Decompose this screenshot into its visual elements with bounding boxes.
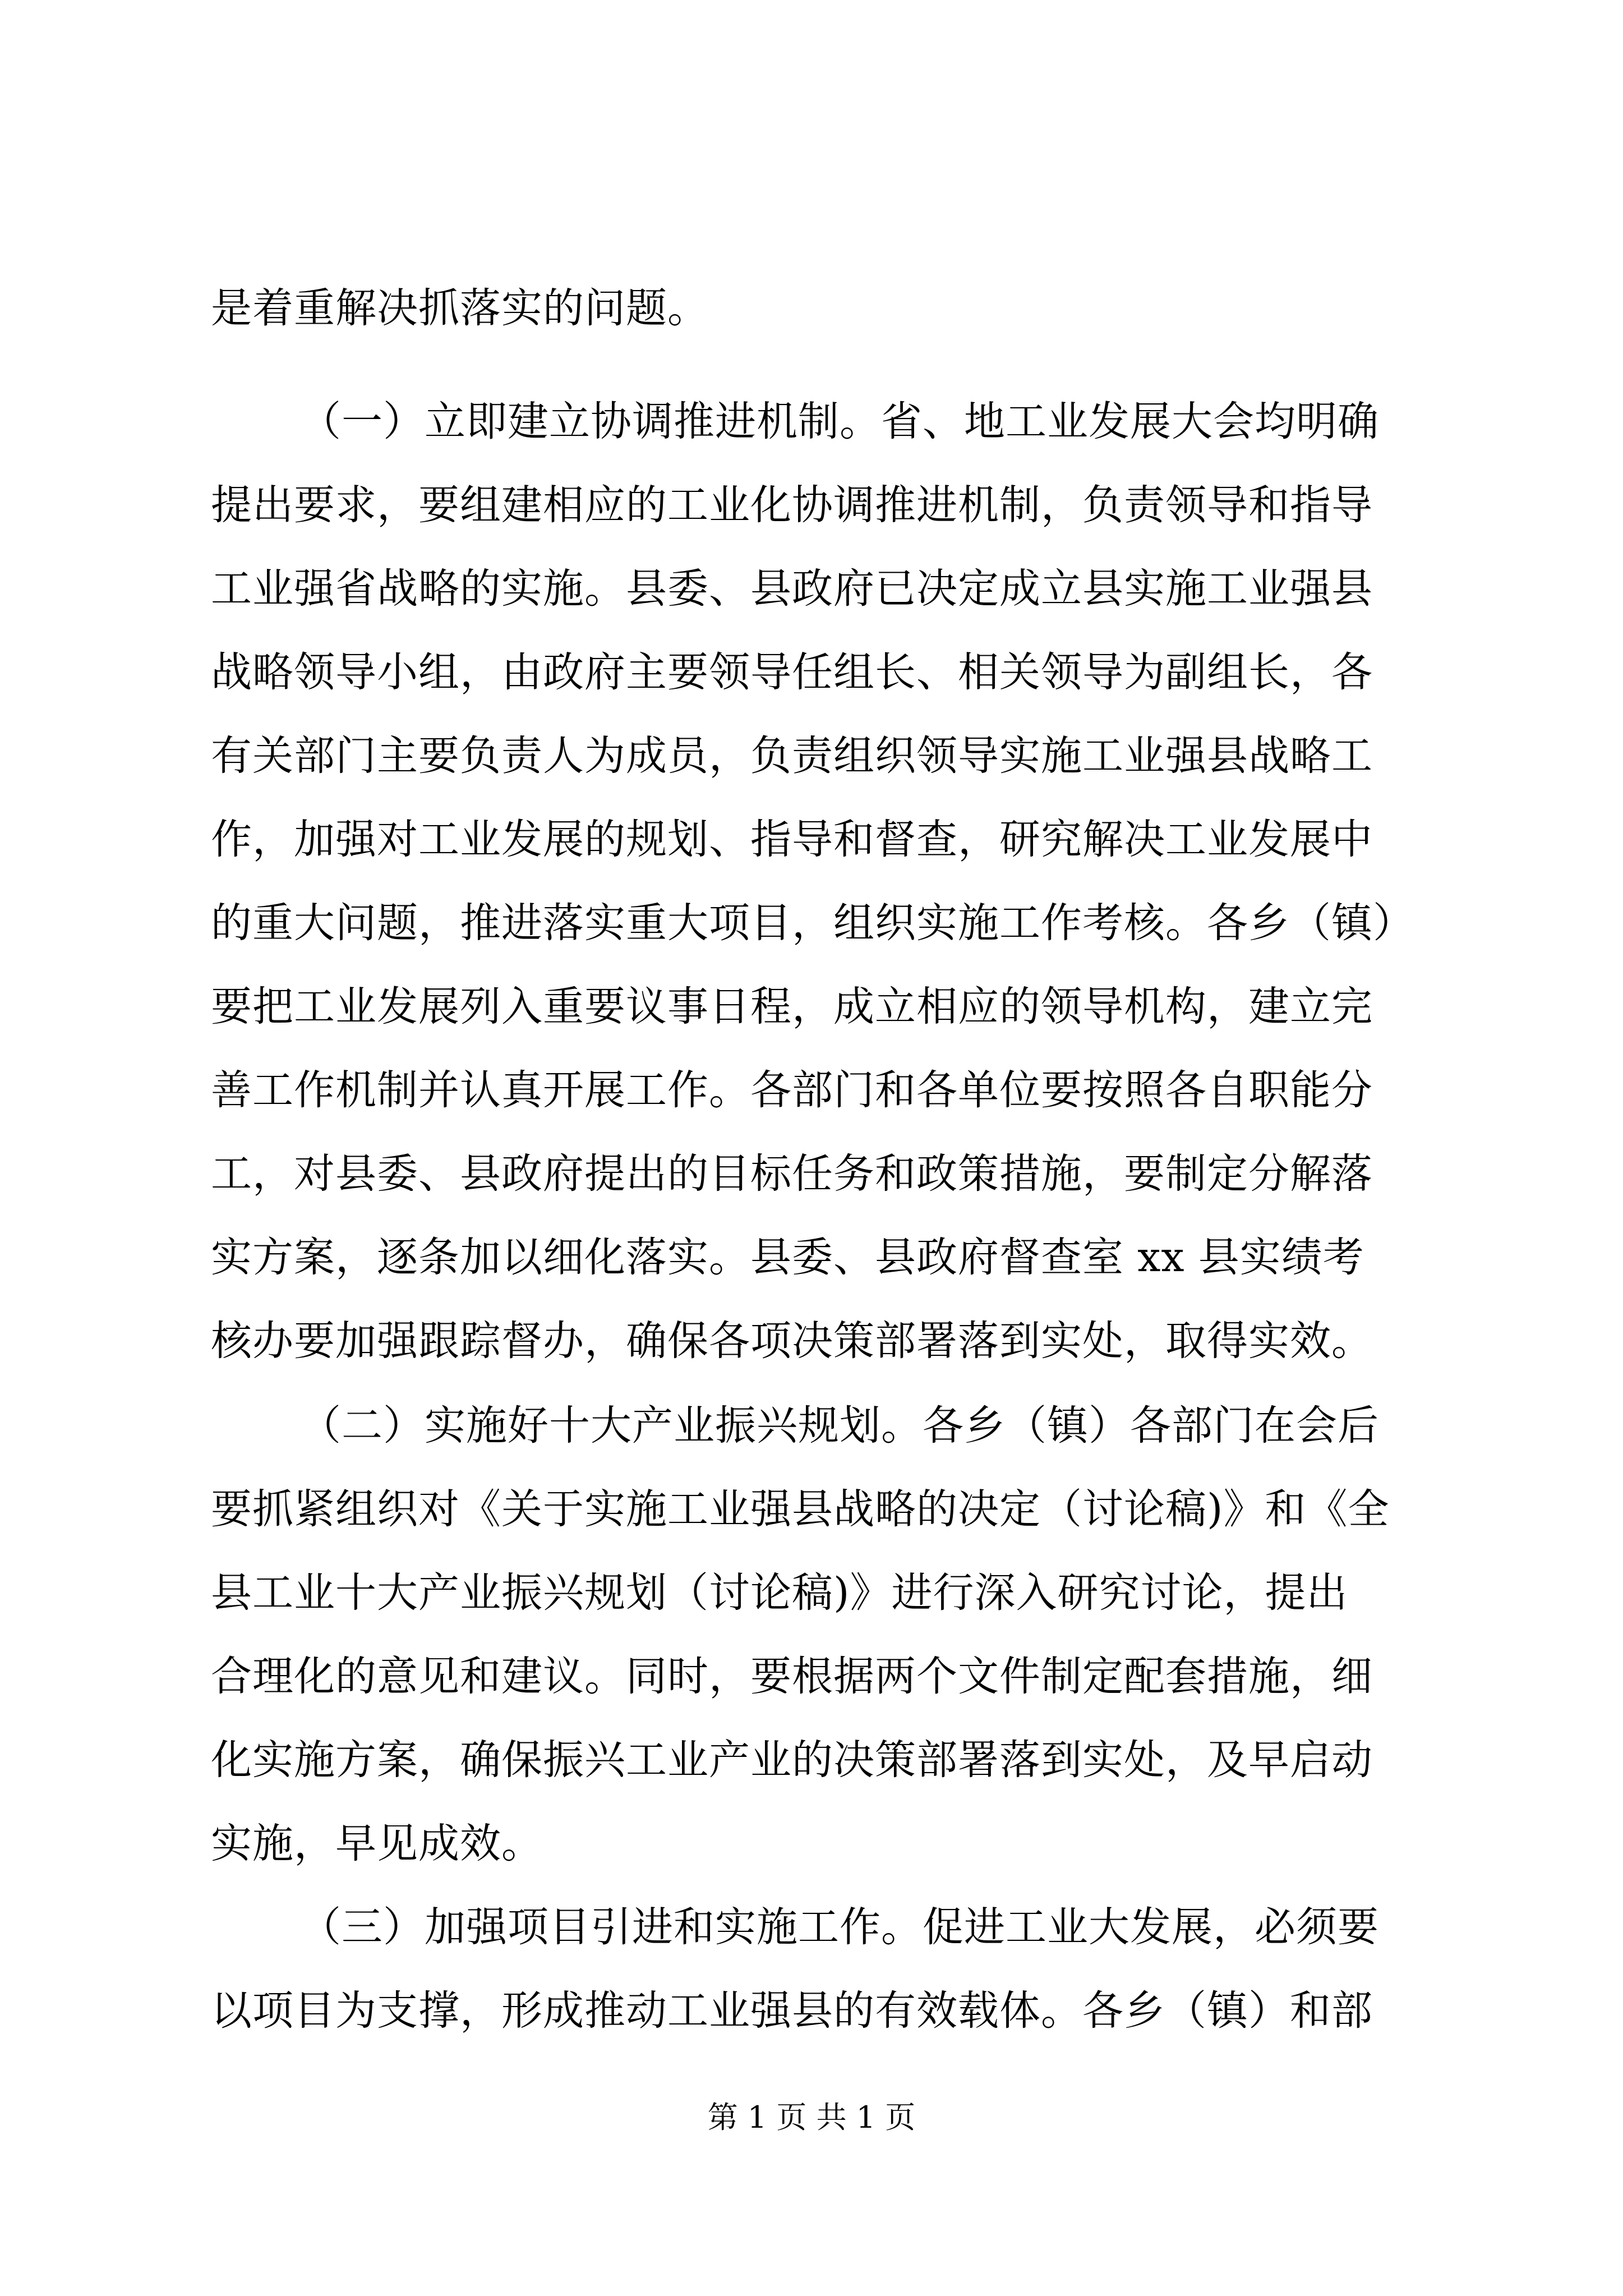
- text-line: 要抓紧组织对《关于实施工业强县战略的决定（讨论稿)》和《全: [211, 1485, 1390, 1533]
- text-line: 有关部门主要负责人为成员，负责组织领导实施工业强县战略工: [211, 732, 1373, 780]
- text-line: （三）加强项目引进和实施工作。促进工业大发展，必须要: [300, 1903, 1379, 1951]
- text-line: 的重大问题，推进落实重大项目，组织实施工作考核。各乡（镇）: [211, 899, 1414, 947]
- text-line: 提出要求，要组建相应的工业化协调推进机制，负责领导和指导: [211, 481, 1373, 529]
- text-line: 县工业十大产业振兴规划（讨论稿)》进行深入研究讨论，提出: [211, 1569, 1348, 1617]
- text-line: 善工作机制并认真开展工作。各部门和各单位要按照各自职能分: [211, 1066, 1373, 1114]
- text-line: 实方案，逐条加以细化落实。县委、县政府督查室 xx 县实绩考: [211, 1234, 1364, 1281]
- page-footer: 第 1 页 共 1 页: [707, 2100, 916, 2135]
- text-line: 工，对县委、县政府提出的目标任务和政策措施，要制定分解落: [211, 1150, 1373, 1198]
- text-line: 要把工业发展列入重要议事日程，成立相应的领导机构，建立完: [211, 983, 1373, 1030]
- text-line: 化实施方案，确保振兴工业产业的决策部署落到实处，及早启动: [211, 1736, 1373, 1784]
- text-line: 合理化的意见和建议。同时，要根据两个文件制定配套措施，细: [211, 1653, 1373, 1700]
- text-line: 以项目为支撑，形成推动工业强县的有效载体。各乡（镇）和部: [211, 1987, 1373, 2035]
- text-line: 核办要加强跟踪督办，确保各项决策部署落到实处，取得实效。: [211, 1317, 1373, 1365]
- text-line: 是着重解决抓落实的问题。: [211, 284, 709, 332]
- text-line: 实施，早见成效。: [211, 1820, 543, 1867]
- text-line: （二）实施好十大产业振兴规划。各乡（镇）各部门在会后: [300, 1402, 1379, 1450]
- text-line: 战略领导小组，由政府主要领导任组长、相关领导为副组长，各: [211, 648, 1373, 696]
- text-line: （一）立即建立协调推进机制。省、地工业发展大会均明确: [300, 398, 1379, 445]
- text-line: 作，加强对工业发展的规划、指导和督查，研究解决工业发展中: [211, 816, 1373, 863]
- text-line: 工业强省战略的实施。县委、县政府已决定成立县实施工业强县: [211, 565, 1373, 613]
